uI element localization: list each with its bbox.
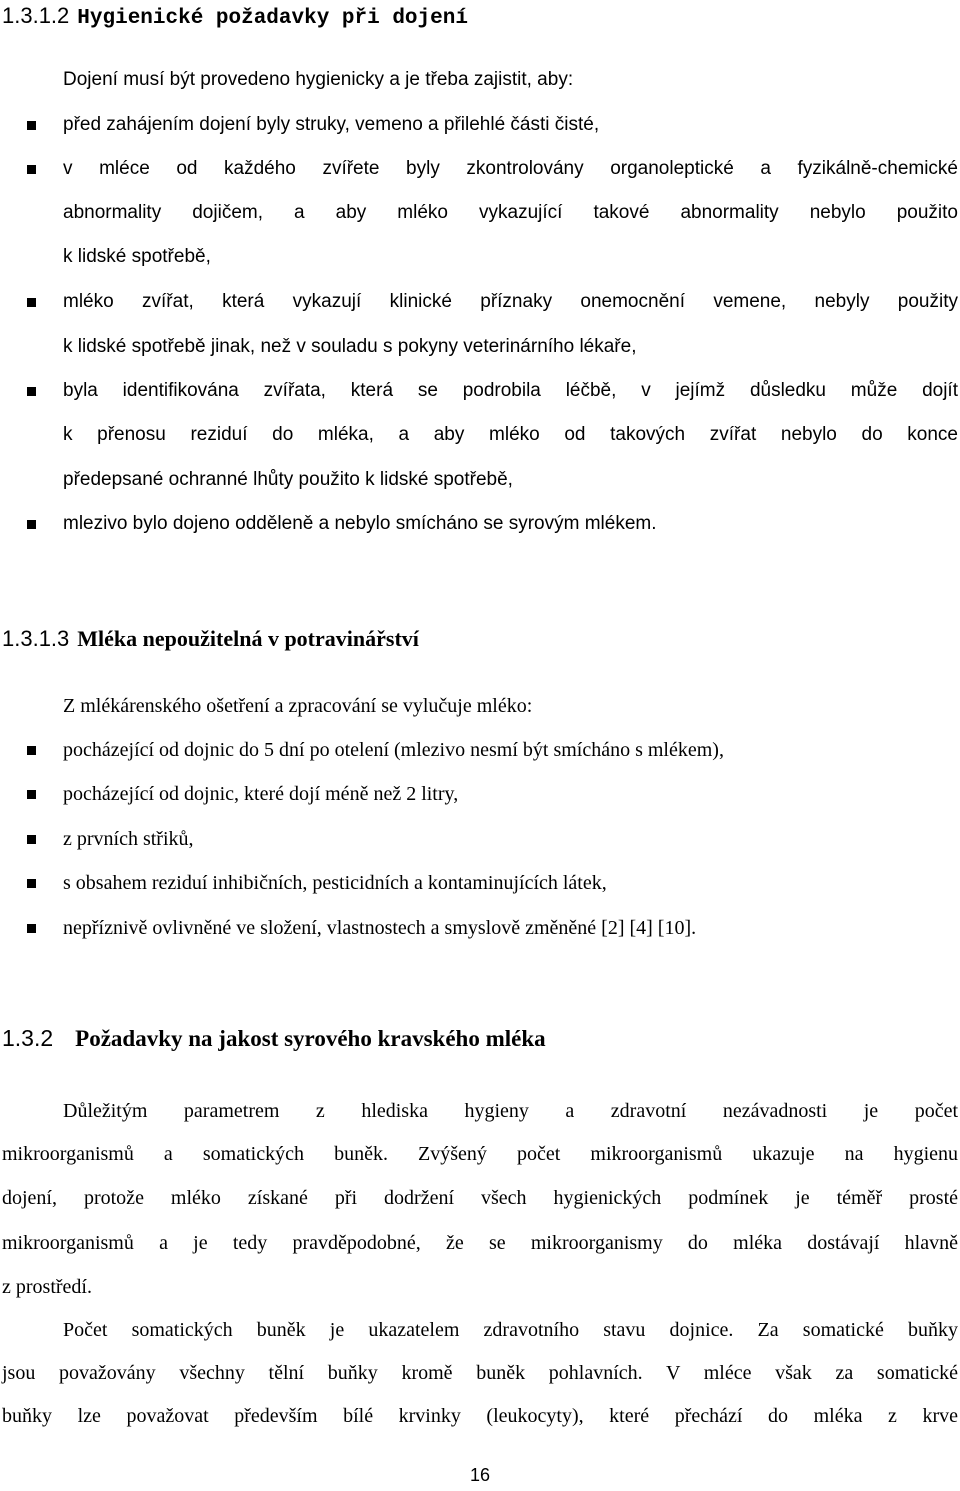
list-item: byla identifikována zvířata, která se podrobila léčbě, v jejímž důsledku může dojít [63, 380, 958, 401]
paragraph-line: Důležitým parametrem z hlediska hygieny a zdravotní nezávadnosti je počet [63, 1100, 958, 1122]
list-item: mléko zvířat, která vykazují klinické příznaky onemocnění vemene, nebyly použity [63, 291, 958, 312]
list-item: před zahájením dojení byly struky, vemeno a přilehlé části čisté, [63, 114, 600, 135]
section-number: 1.3.2 [2, 1025, 54, 1051]
list-item-continuation: abnormality dojičem, a aby mléko vykazující takové abnormality nebylo použito [63, 202, 958, 223]
bullet-icon [27, 520, 36, 529]
bullet-icon [27, 790, 36, 799]
section-heading-1-3-1-2 [2, 1, 468, 34]
list-item-continuation: předepsané ochranné lhůty použito k lidské spotřebě, [63, 469, 513, 490]
section-heading-1-3-2 [2, 1023, 546, 1054]
list-item-continuation: k přenosu reziduí do mléka, a aby mléko od takových zvířat nebylo do konce [63, 424, 958, 445]
list-item: z prvních střiků, [63, 828, 194, 850]
paragraph-line: Počet somatických buněk je ukazatelem zdravotního stavu dojnice. Za somatické buňky [63, 1319, 958, 1341]
section-title: Mléka nepoužitelná v potravinářství [77, 626, 419, 651]
paragraph-line: mikroorganismů a somatických buněk. Zvýšený počet mikroorganismů ukazuje na hygienu [2, 1143, 958, 1165]
bullet-icon [27, 387, 36, 396]
section-title: Hygienické požadavky při dojení [77, 7, 468, 30]
intro-text: Z mlékárenského ošetření a zpracování se vylučuje mléko: [63, 695, 533, 717]
intro-text: Dojení musí být provedeno hygienicky a je třeba zajistit, aby: [63, 69, 574, 90]
list-item: pocházející od dojnic do 5 dní po otelení (mlezivo nesmí být smícháno s mlékem), [63, 739, 724, 761]
paragraph-line: buňky lze považovat především bílé krvinky (leukocyty), které přechází do mléka z krve [2, 1405, 958, 1427]
bullet-icon [27, 298, 36, 307]
list-item: v mléce od každého zvířete byly zkontrolovány organoleptické a fyzikálně-chemické [63, 158, 958, 179]
section-heading-1-3-1-3 [2, 624, 419, 654]
section-number: 1.3.1.2 [2, 3, 70, 28]
bullet-icon [27, 121, 36, 130]
paragraph-line: mikroorganismů a je tedy pravděpodobné, že se mikroorganismy do mléka dostávají hlavně [2, 1232, 958, 1254]
bullet-icon [27, 879, 36, 888]
list-item: s obsahem reziduí inhibičních, pesticidních a kontaminujících látek, [63, 872, 607, 894]
section-title: Požadavky na jakost syrového kravského mléka [75, 1026, 546, 1051]
section-number: 1.3.1.3 [2, 626, 70, 651]
list-item-continuation: k lidské spotřebě, [63, 246, 211, 267]
bullet-icon [27, 835, 36, 844]
list-item: mlezivo bylo dojeno odděleně a nebylo smícháno se syrovým mlékem. [63, 513, 657, 534]
bullet-icon [27, 165, 36, 174]
paragraph-line: dojení, protože mléko získané při dodržení všech hygienických podmínek je téměř prosté [2, 1187, 958, 1209]
paragraph-line: jsou považovány všechny tělní buňky kromě buněk pohlavních. V mléce však za somatické [2, 1362, 958, 1384]
list-item-continuation: k lidské spotřebě jinak, než v souladu s pokyny veterinárního lékaře, [63, 336, 637, 357]
list-item: nepříznivě ovlivněné ve složení, vlastnostech a smyslově změněné [2] [4] [10]. [63, 917, 697, 939]
list-item: pocházející od dojnic, které dojí méně než 2 litry, [63, 783, 459, 805]
bullet-icon [27, 746, 36, 755]
page-number: 16 [469, 1465, 491, 1485]
paragraph-line: z prostředí. [2, 1276, 92, 1298]
bullet-icon [27, 924, 36, 933]
